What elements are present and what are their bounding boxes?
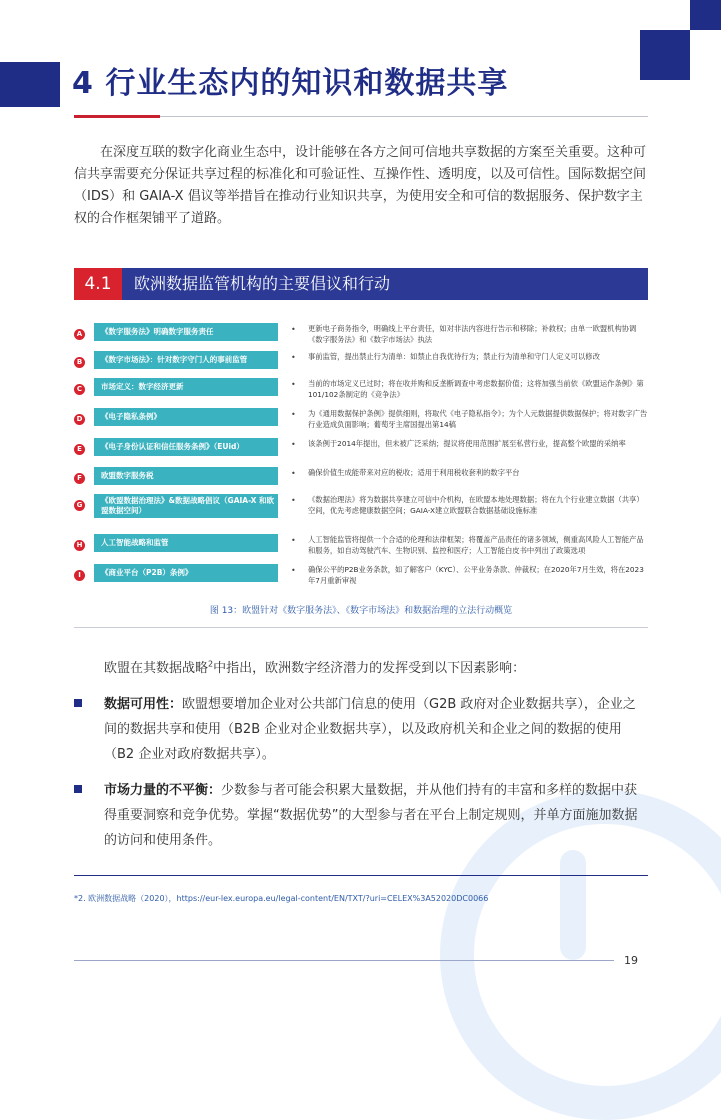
page-title: 4 行业生态内的知识和数据共享 (72, 66, 509, 101)
title-accent-bar (74, 115, 160, 118)
decor-square-top-right (690, 0, 721, 30)
initiative-row (74, 494, 648, 520)
initiative-bullet: • (291, 410, 296, 419)
watermark-bar (560, 850, 586, 960)
intro-paragraph: 在深度互联的数字化商业生态中，设计能够在各方之间可信地共享数据的方案至关重要。这种可信共享需要充分保证共享过程的标准化和可验证性、互操作性、透明度，以及可信性。国际数据空间（IDS）和 GAIA-X 倡议等举措旨在推动行业知识共享，为使用安全和可信的数据服务、保护数字主权的合作框架铺平了道路。 (74, 145, 647, 226)
initiative-bullet: • (291, 566, 296, 575)
initiative-bullet: • (291, 469, 296, 478)
initiative-row (74, 467, 648, 493)
initiative-label: 市场定义：数字经济更新 (94, 378, 278, 396)
initiative-label: 欧盟数字服务税 (94, 467, 278, 485)
bullet-heading: 市场力量的不平衡： (104, 783, 222, 798)
initiative-description: 《数据治理法》将为数据共享建立可信中介机构，在欧盟本地处理数据；将在九个行业建立数据（共享）空间，优先考虑健康数据空间；GAIA-X建立欧盟联合数据基础设施标准 (308, 495, 644, 515)
initiative-bullet: • (291, 536, 296, 545)
decor-square-right (640, 30, 690, 80)
initiative-description: 更新电子商务指令，明确线上平台责任，如对非法内容进行告示和移除；补救权；由单一欧盟机构协调《数字服务法》和《数字市场法》执法 (308, 324, 637, 344)
footnote-ref: 2 (208, 659, 214, 669)
strategy-paragraph (104, 657, 525, 676)
bullet-square-icon (74, 785, 82, 793)
page-number: 19 (624, 954, 638, 967)
initiative-description: 确保价值生成能带来对应的税收；适用于利用税收套利的数字平台 (308, 468, 520, 477)
initiative-letter: I (74, 570, 85, 581)
bullet-text: 少数参与者可能会积累大量数据，并从他们持有的丰富和多样的数据中获得重要洞察和竞争优势。掌握“数据优势”的大型参与者在平台上制定规则，并单方面施加数据的访问和使用条件。 (104, 783, 638, 848)
bullet-text: 欧盟想要增加企业对公共部门信息的使用（G2B 政府对企业数据共享），企业之间的数据共享和使用（B2B 企业对企业数据共享），以及政府机关和企业之间的数据的使用（B2 企业对政府数据共享）。 (104, 697, 636, 762)
initiative-label: 《数字服务法》明确数字服务责任 (94, 323, 278, 341)
initiative-description: 确保公平的P2B业务条款，如了解客户（KYC）、公平业务条款、仲裁权；在2020年7月生效，将在2023年7月重新审视 (308, 565, 644, 585)
section-title: 欧洲数据监管机构的主要倡议和行动 (134, 274, 391, 293)
bullet-square-icon (74, 699, 82, 707)
initiative-letter: A (74, 329, 85, 340)
initiative-bullet: • (291, 496, 296, 505)
initiative-row (74, 564, 648, 590)
figure-divider (74, 627, 648, 628)
strategy-paragraph-lead: 欧盟在其数据战略 (104, 661, 209, 676)
initiative-letter: E (74, 444, 85, 455)
page-footer-divider (74, 960, 614, 961)
section-number: 4.1 (74, 268, 122, 300)
initiative-label: 《数字市场法》：针对数字守门人的事前监管 (94, 351, 278, 369)
initiative-label: 《欧盟数据治理法》&数据战略倡议（GAIA-X 和欧盟数据空间） (94, 494, 278, 518)
initiative-description: 当前的市场定义已过时；将在收并购和反垄断调查中考虑数据价值；这将加强当前依《欧盟运作条例》第101/102条制定的《竞争法》 (308, 379, 644, 399)
initiative-label: 《电子隐私条例》 (94, 408, 278, 426)
initiative-letter: C (74, 384, 85, 395)
initiative-description: 人工智能监管将提供一个合适的伦理和法律框架；将覆盖产品责任的诸多领域，侧重高风险人工智能产品和服务，如自动驾驶汽车、生物识别、监控和医疗；人工智能白皮书中列出了政策选项 (308, 535, 644, 555)
footnote-divider (74, 875, 648, 876)
initiative-bullet: • (291, 380, 296, 389)
initiative-description: 该条例于2014年提出，但未被广泛采纳；提议将使用范围扩展至私营行业，提高整个欧盟的采纳率 (308, 439, 626, 448)
footnote: *2. 欧洲数据战略（2020），https://eur-lex.europa.eu/legal-content/EN/TXT/?uri=CELEX%3A52020DC0066 (74, 894, 489, 903)
initiative-row (74, 323, 648, 349)
bullet-item-market-imbalance (104, 778, 648, 853)
bullet-heading: 数据可用性： (104, 697, 183, 712)
initiative-row (74, 534, 648, 560)
initiative-bullet: • (291, 440, 296, 449)
initiative-letter: F (74, 473, 85, 484)
initiative-label: 《商业平台（P2B）条例》 (94, 564, 278, 582)
strategy-paragraph-rest: 中指出，欧洲数字经济潜力的发挥受到以下因素影响： (213, 661, 526, 676)
title-divider (74, 116, 648, 117)
bullet-item-data-availability (104, 692, 648, 767)
initiative-letter: B (74, 357, 85, 368)
initiative-row (74, 378, 648, 404)
initiative-row (74, 438, 648, 464)
initiative-label: 《电子身份认证和信任服务条例》（EUid） (94, 438, 278, 456)
initiative-bullet: • (291, 353, 296, 362)
figure-caption: 图 13：欧盟针对《数字服务法》、《数字市场法》和数据治理的立法行动概览 (209, 606, 513, 616)
decor-square-left (0, 62, 60, 107)
initiative-letter: H (74, 540, 85, 551)
initiative-row (74, 351, 648, 377)
initiative-row (74, 408, 648, 434)
initiative-label: 人工智能战略和监管 (94, 534, 278, 552)
initiative-letter: G (74, 500, 85, 511)
initiative-description: 为《通用数据保护条例》提供细则，将取代《电子隐私指令》；为个人元数据提供数据保护；将对数字广告行业造成负面影响；葡萄牙主席国提出第14稿 (308, 409, 648, 429)
initiative-letter: D (74, 414, 85, 425)
initiative-description: 事前监管，提出禁止行为清单：如禁止自我优待行为；禁止行为清单和守门人定义可以修改 (308, 352, 600, 361)
initiative-bullet: • (291, 325, 296, 334)
